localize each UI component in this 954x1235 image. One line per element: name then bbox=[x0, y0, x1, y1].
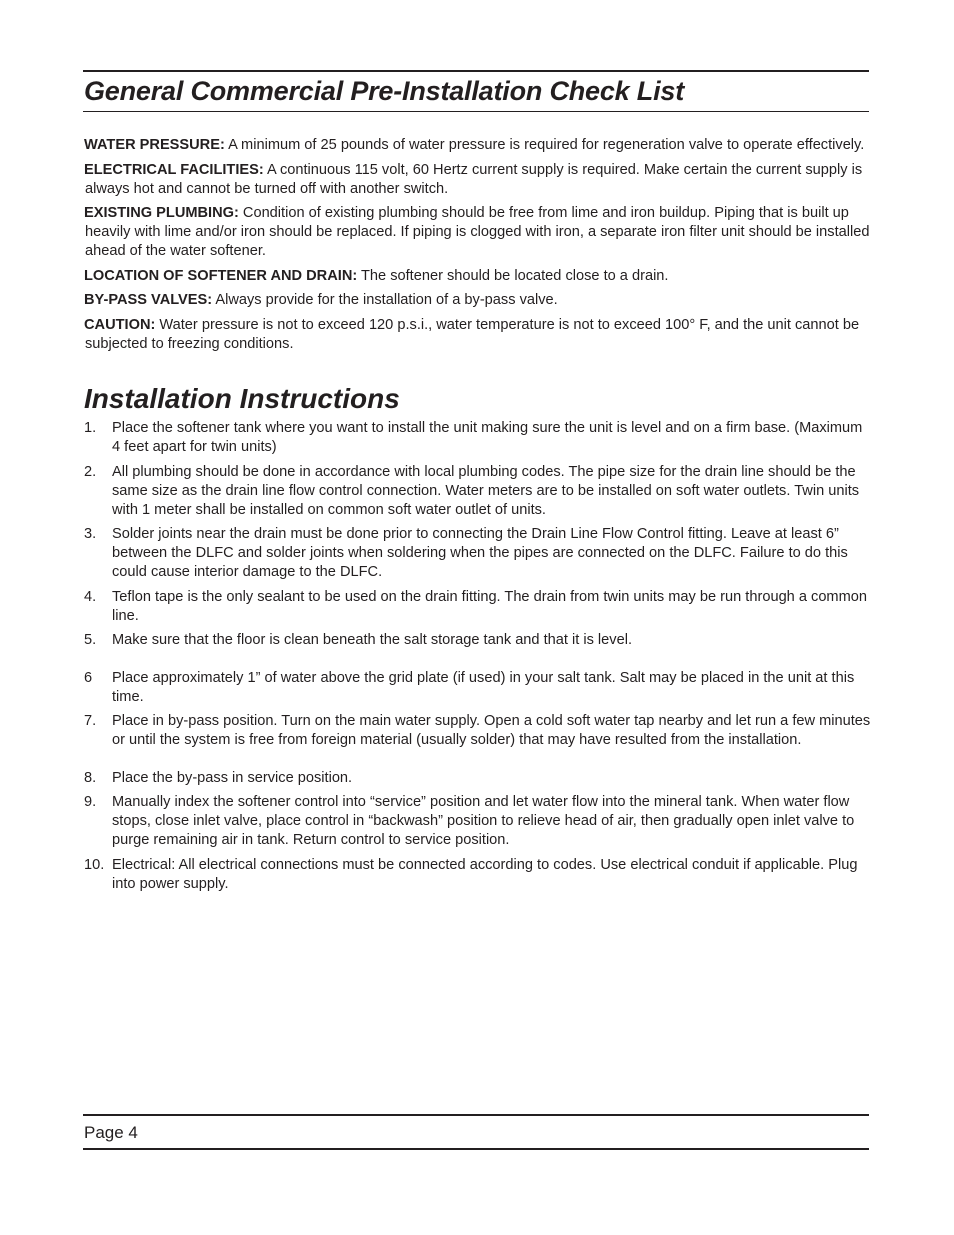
step-number: 9. bbox=[84, 794, 97, 810]
step-text: Solder joints near the drain must be done prior to connecting the Drain Line Flow Control fitting. Leave at least 6” between the DLFC and solder joints when soldering when the pipes are connected on the DLFC. Failure to do this could cause interior damage to the DLFC. bbox=[112, 526, 848, 580]
checklist-item-label: BY-PASS VALVES: bbox=[84, 292, 213, 308]
installation-step bbox=[84, 463, 874, 520]
step-number: 1. bbox=[84, 420, 97, 436]
step-text: Place the softener tank where you want to install the unit making sure the unit is level and on a firm base. (Maximum 4 feet apart for twin units) bbox=[112, 420, 863, 455]
step-number: 8. bbox=[84, 769, 97, 786]
checklist-item-text: Water pressure is not to exceed 120 p.s.i., water temperature is not to exceed 100° F, and the unit cannot be subjected to freezing conditions. bbox=[85, 316, 860, 352]
installation-step bbox=[84, 525, 874, 582]
step-number: 6 bbox=[84, 669, 93, 686]
installation-step bbox=[84, 856, 874, 894]
header-rule-top bbox=[83, 70, 869, 72]
step-text: All plumbing should be done in accordance with local plumbing codes. The pipe size for the drain line should be the same size as the drain line flow control connection. Water meters are to be installed on soft water outlets. Twin units with 1 meter shall be installed on common soft water outlet of units. bbox=[112, 463, 860, 518]
checklist-item-text: Condition of existing plumbing should be free from lime and iron buildup. Piping that is built up heavily with lime and/or iron should be replaced. If piping is clogged with iron, a separate iron filter unit should be installed ahead of the water softener. bbox=[85, 205, 870, 259]
installation-step bbox=[84, 631, 874, 650]
checklist-item-by-pass-valves bbox=[84, 291, 870, 310]
step-number: 3. bbox=[84, 526, 97, 542]
installation-step bbox=[84, 793, 874, 850]
pre-installation-checklist bbox=[84, 136, 870, 359]
checklist-item-label: EXISTING PLUMBING: bbox=[84, 205, 239, 221]
step-text: Place the by-pass in service position. bbox=[112, 769, 353, 786]
page-number: Page 4 bbox=[84, 1123, 138, 1142]
page-title: General Commercial Pre-Installation Check List bbox=[84, 76, 685, 106]
step-number: 2. bbox=[84, 463, 97, 480]
checklist-item-text: Always provide for the installation of a by-pass valve. bbox=[212, 292, 558, 308]
checklist-item-existing-plumbing bbox=[84, 204, 870, 261]
checklist-item-label: LOCATION OF SOFTENER AND DRAIN: bbox=[84, 267, 358, 284]
footer-rule-bottom bbox=[83, 1148, 869, 1150]
installation-step bbox=[84, 419, 874, 457]
step-text: Manually index the softener control into “service” position and let water flow into the mineral tank. When water flow stops, close inlet valve, place control in “backwash” position to relieve head of air, then gradually open inlet valve to purge remaining air in tank. Return control to service position. bbox=[112, 794, 855, 848]
checklist-item-location-softener-drain bbox=[84, 267, 870, 286]
checklist-item-caution bbox=[84, 316, 870, 354]
step-text: Place approximately 1” of water above the grid plate (if used) in your salt tank. Salt may be placed in the unit at this time. bbox=[112, 669, 855, 705]
step-number: 7. bbox=[84, 713, 97, 729]
step-text: Electrical: All electrical connections must be connected according to codes. Use electrical conduit if applicable. Plug into power supply. bbox=[112, 856, 858, 892]
header-rule-bottom bbox=[83, 111, 869, 112]
checklist-item-label: WATER PRESSURE: bbox=[84, 137, 225, 153]
checklist-item-text: A continuous 115 volt, 60 Hertz current supply is required. Make certain the current supply is always hot and cannot be turned off with another switch. bbox=[85, 161, 863, 197]
installation-step bbox=[84, 769, 874, 788]
checklist-item-water-pressure bbox=[84, 136, 870, 155]
step-text: Make sure that the floor is clean beneath the salt storage tank and that it is level. bbox=[112, 632, 633, 648]
installation-step bbox=[84, 712, 874, 750]
installation-instructions-heading: Installation Instructions bbox=[84, 383, 400, 414]
step-text: Place in by-pass position. Turn on the main water supply. Open a cold soft water tap nearby and let run a few minutes or until the system is free from foreign material (usually solder) that may have resulted from the installation. bbox=[112, 713, 871, 748]
checklist-item-label: ELECTRICAL FACILITIES: bbox=[84, 161, 264, 178]
installation-steps-list bbox=[84, 419, 874, 899]
step-number: 4. bbox=[84, 588, 97, 605]
footer-rule-top bbox=[83, 1114, 869, 1116]
step-number: 5. bbox=[84, 632, 97, 648]
step-text: Teflon tape is the only sealant to be used on the drain fitting. The drain from twin units may be run through a common line. bbox=[112, 588, 867, 624]
checklist-item-electrical-facilities bbox=[84, 161, 870, 199]
checklist-item-text: A minimum of 25 pounds of water pressure is required for regeneration valve to operate effectively. bbox=[224, 137, 865, 153]
checklist-item-label: CAUTION: bbox=[84, 316, 156, 333]
installation-step bbox=[84, 588, 874, 626]
checklist-item-text: The softener should be located close to a drain. bbox=[357, 267, 669, 284]
step-number: 10. bbox=[84, 856, 105, 873]
installation-step bbox=[84, 669, 874, 707]
